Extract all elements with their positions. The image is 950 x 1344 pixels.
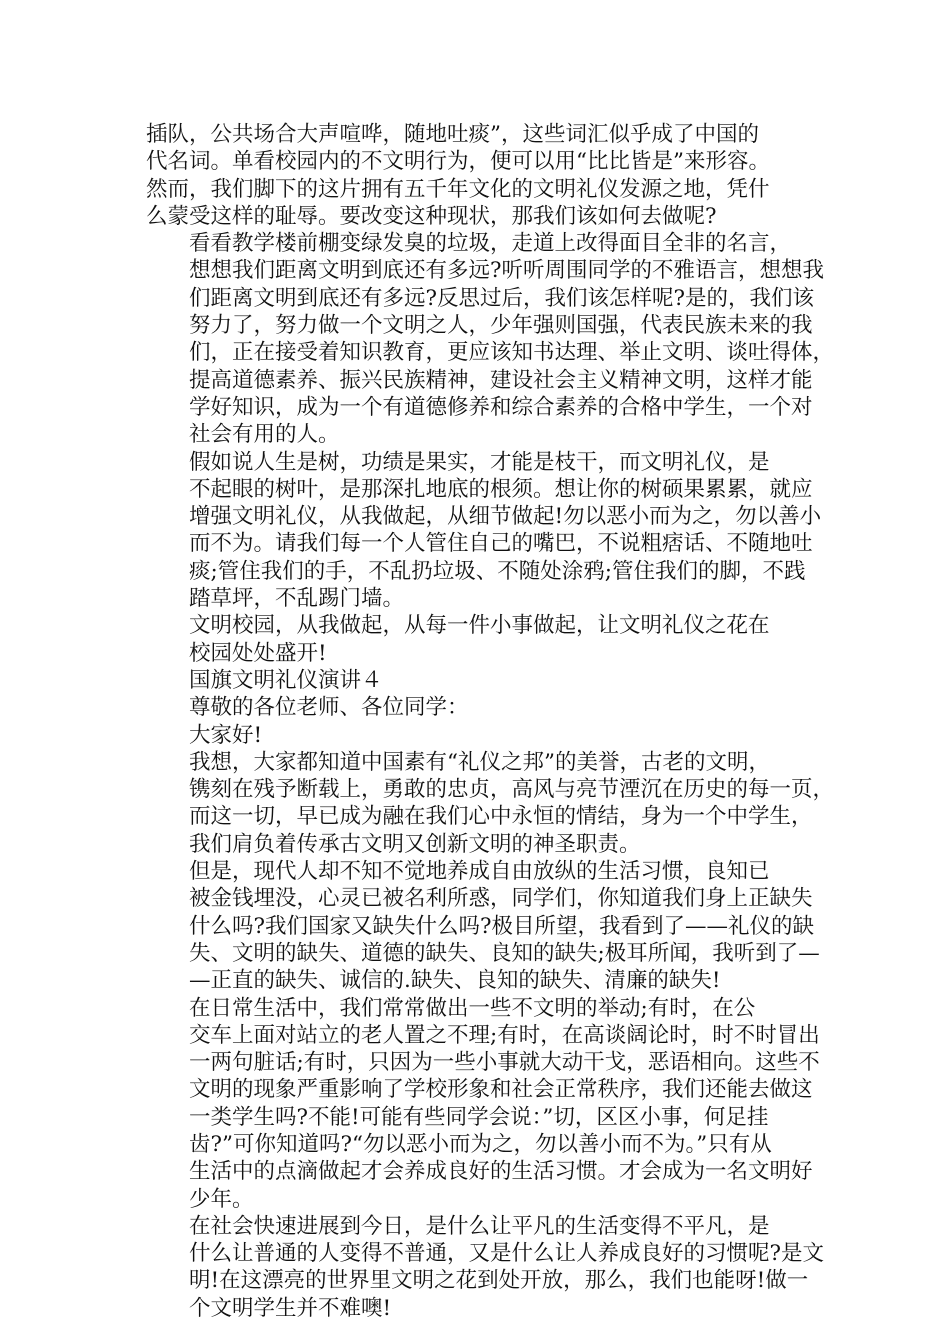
text-line: 想想我们距离文明到底还有多远?听听周围同学的不雅语言，想想我 — [189, 258, 825, 284]
text-line: 文明的现象严重影响了学校形象和社会正常秩序，我们还能去做这 — [189, 1077, 813, 1103]
text-line: 在日常生活中，我们常常做出一些不文明的举动;有时，在公 — [189, 995, 756, 1021]
paragraph — [146, 612, 836, 667]
text-line: 增强文明礼仪，从我做起，从细节做起!勿以恶小而为之，勿以善小 — [189, 504, 822, 530]
text-line: 社会有用的人。 — [189, 422, 340, 448]
text-line: 一类学生吗?不能!可能有些同学会说：”切，区区小事，何足挂 — [189, 1104, 769, 1130]
paragraph — [146, 1213, 836, 1322]
paragraph — [146, 749, 836, 858]
text-line: 不起眼的树叶，是那深扎地底的根须。想让你的树硕果累累，就应 — [189, 476, 813, 502]
text-line: 么蒙受这样的耻辱。要改变这种现状，那我们该如何去做呢? — [146, 203, 717, 229]
text-line: 生活中的点滴做起才会养成良好的生活习惯。才会成为一名文明好 — [189, 1159, 813, 1185]
text-line: 而不为。请我们每一个人管住自己的嘴巴，不说粗痞话、不随地吐 — [189, 531, 813, 557]
text-line: 什么让普通的人变得不普通，又是什么让人养成良好的习惯呢?是文 — [189, 1241, 825, 1267]
text-line: 踏草坪，不乱踢门墙。 — [189, 586, 405, 612]
text-line: 提高道德素养、振兴民族精神，建设社会主义精神文明，这样才能 — [189, 367, 813, 393]
text-line: 校园处处盛开! — [189, 640, 327, 666]
text-line: 然而，我们脚下的这片拥有五千年文化的文明礼仪发源之地，凭什 — [146, 176, 770, 202]
paragraph — [146, 121, 836, 230]
paragraph — [146, 995, 836, 1213]
paragraph — [146, 694, 836, 721]
text-line: 努力了，努力做一个文明之人，少年强则国强，代表民族未来的我 — [189, 313, 813, 339]
text-line: 文明校园，从我做起，从每一件小事做起，让文明礼仪之花在 — [189, 613, 770, 639]
text-line: 我想，大家都知道中国素有“礼仪之邦”的美誉，古老的文明， — [189, 749, 770, 775]
text-line: 看看教学楼前棚变绿发臭的垃圾，走道上改得面目全非的名言， — [189, 231, 792, 257]
text-line: 假如说人生是树，功绩是果实，才能是枝干，而文明礼仪，是 — [189, 449, 770, 475]
text-line: 失、文明的缺失、道德的缺失、良知的缺失;极耳所闻，我听到了— — [189, 940, 820, 966]
text-line: 个文明学生并不难噢! — [189, 1295, 392, 1321]
text-line: 少年。 — [189, 1186, 254, 1212]
text-line: 大家好! — [189, 722, 263, 748]
text-line: 什么吗?我们国家又缺失什么吗?极目所望，我看到了——礼仪的缺 — [189, 913, 815, 939]
paragraph — [146, 449, 836, 613]
text-line: 被金钱埋没，心灵已被名利所惑，同学们，你知道我们身上正缺失 — [189, 886, 813, 912]
text-line: 代名词。单看校园内的不文明行为，便可以用“比比皆是”来形容。 — [146, 149, 770, 175]
text-line: 插队，公共场合大声喧哗，随地吐痰”，这些词汇似乎成了中国的 — [146, 122, 759, 147]
text-line: 而这一切，早已成为融在我们心中永恒的情结，身为一个中学生， — [189, 804, 813, 830]
text-line: 交车上面对站立的老人置之不理;有时，在高谈阔论时，时不时冒出 — [189, 1022, 820, 1048]
paragraph — [146, 230, 836, 448]
text-line: 齿?”可你知道吗?“勿以恶小而为之，勿以善小而不为。”只有从 — [189, 1131, 772, 1157]
text-line: 但是，现代人却不知不觉地养成自由放纵的生活习惯，良知已 — [189, 859, 770, 885]
text-line: 们，正在接受着知识教育，更应该知书达理、举止文明、谈吐得体， — [189, 340, 835, 366]
text-line: 国旗文明礼仪演讲４ — [189, 667, 383, 693]
document-body — [146, 121, 836, 1322]
text-line: 痰;管住我们的手，不乱扔垃圾、不随处涂鸦;管住我们的脚，不践 — [189, 558, 806, 584]
text-line: 我们肩负着传承古文明又创新文明的神圣职责。 — [189, 831, 641, 857]
paragraph — [146, 858, 836, 994]
text-line: —正直的缺失、诚信的.缺失、良知的缺失、清廉的缺失! — [189, 968, 721, 994]
text-line: 明!在这漂亮的世界里文明之花到处开放，那么，我们也能呀!做一 — [189, 1268, 809, 1294]
text-line: 尊敬的各位老师、各位同学： — [189, 695, 469, 721]
text-line: 镌刻在残予断载上，勇敢的忠贞，高风与亮节湮沉在历史的每一页， — [189, 777, 835, 803]
text-line: 们距离文明到底还有多远?反思过后，我们该怎样呢?是的，我们该 — [189, 285, 815, 311]
text-line: 在社会快速进展到今日，是什么让平凡的生活变得不平凡，是 — [189, 1213, 770, 1239]
paragraph — [146, 667, 836, 694]
text-line: 一两句脏话;有时，只因为一些小事就大动干戈，恶语相向。这些不 — [189, 1050, 820, 1076]
paragraph — [146, 722, 836, 749]
text-line: 学好知识，成为一个有道德修养和综合素养的合格中学生，一个对 — [189, 394, 813, 420]
